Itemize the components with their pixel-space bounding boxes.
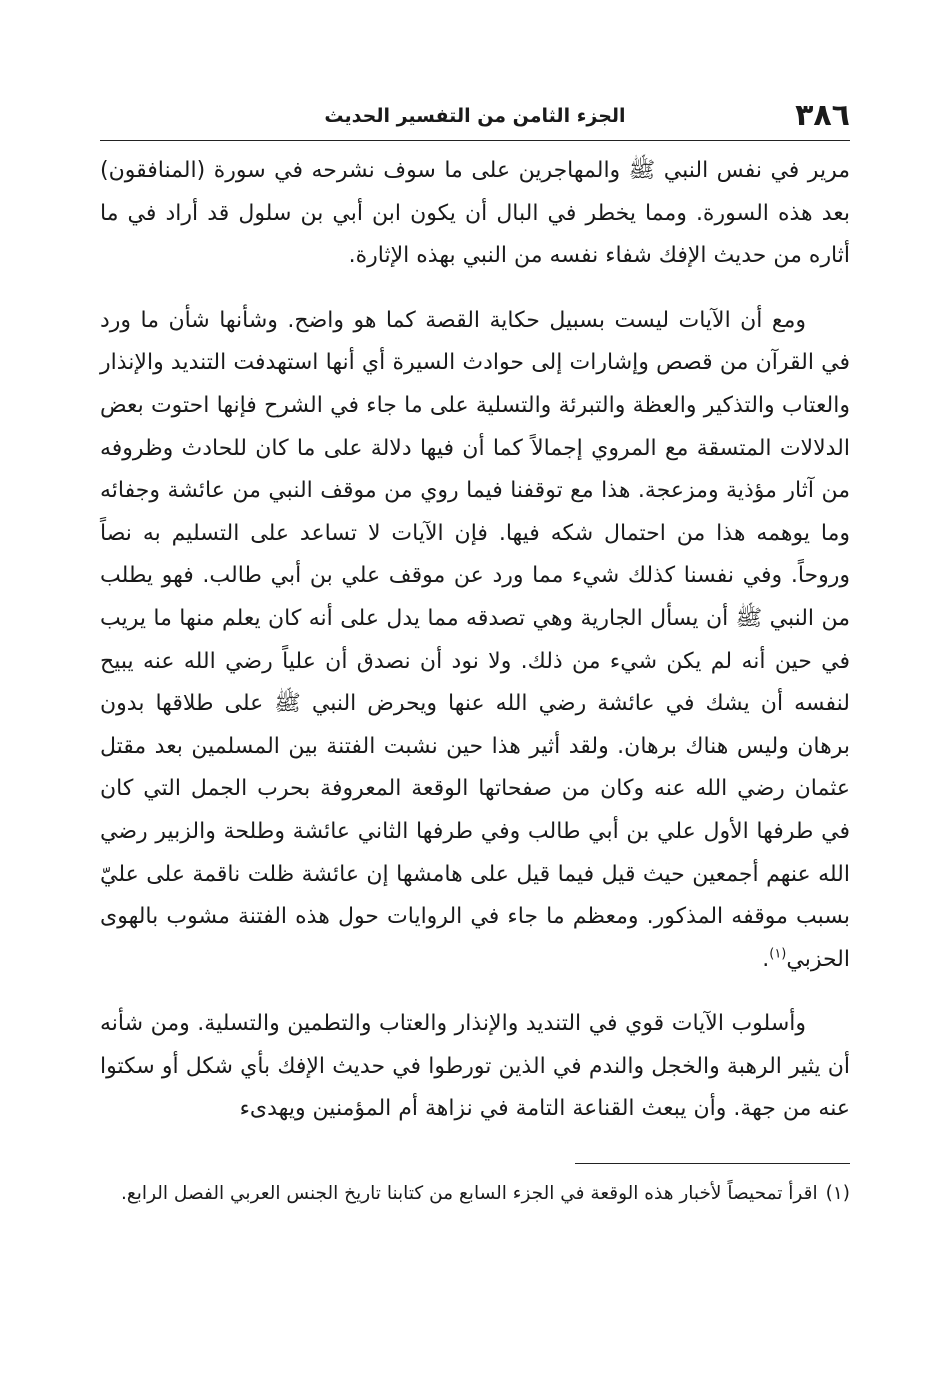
footnote-divider: [575, 1163, 850, 1164]
header-divider: [100, 140, 850, 141]
main-text: [100, 150, 850, 1131]
page-number: ٣٨٦: [795, 98, 850, 133]
paragraph-3: وأسلوب الآيات قوي في التنديد والإنذار والعتاب والتطمين والتسلية. ومن شأنه أن يثير الرهبة والخجل والندم في الذين تورطوا في حديث الإفك بأي شكل أو سكتوا عنه من جهة. وأن يبعث القناعة التامة في نزاهة أم المؤمنين ويهدىء: [100, 1011, 850, 1122]
paragraph-2: [100, 300, 850, 982]
footnote: [100, 1176, 850, 1212]
page-header: [100, 96, 850, 136]
running-title: الجزء الثامن من التفسير الحديث: [324, 105, 626, 127]
footnote-marker: (١): [825, 1183, 850, 1204]
paragraph-spacer: [100, 278, 850, 300]
footnote-reference[interactable]: (١): [769, 946, 787, 962]
footnote-text: اقرأ تمحيصاً لأخبار هذه الوقعة في الجزء السابع من كتابنا تاريخ الجنس العربي الفصل الرابع.: [121, 1183, 818, 1204]
paragraph-spacer: [100, 981, 850, 1003]
paragraph-2-text: ومع أن الآيات ليست بسبيل حكاية القصة كما هو واضح. وشأنها شأن ما ورد في القرآن من قصص وإشارات إلى حوادث السيرة أي أنها استهدفت التنديد والإنذار والعتاب والتذكير والعظة والتبرئة والتسلية على ما جاء في الشرح فإنها احتوت بعض الدلالات المتسقة مع المروي إجمالاً كما أن فيها دلالة على ما كان للحادث وظروفه من آثار مؤذية ومزعجة. هذا مع توقفنا فيما روي من موقف النبي من عائشة وجفائه وما يوهمه هذا من احتمال شكه فيها. فإن الآيات لا تساعد على التسليم به نصاً وروحاً. وفي نفسنا كذلك شيء مما ورد عن موقف علي بن أبي طالب. فهو يطلب من النبي ﷺ أن يسأل الجارية وهي تصدقه مما يدل على أنه كان يعلم منها ما يريب في حين أنه لم يكن شيء من ذلك. ولا نود أن نصدق أن علياً رضي الله عنه يبيح لنفسه أن يشك في عائشة رضي الله عنها ويحرض النبي ﷺ على طلاقها بدون برهان وليس هناك برهان. ولقد أثير هذا حين نشبت الفتنة بين المسلمين بعد مقتل عثمان رضي الله عنه وكان من صفحاتها الوقعة المعروفة بحرب الجمل التي كان في طرفها الأول علي بن أبي طالب وفي طرفها الثاني عائشة وطلحة والزبير رضي الله عنهم أجمعين حيث قيل فيما قيل على هامشها إن عائشة ظلت ناقمة على عليّ بسبب موقفه المذكور. ومعظم ما جاء في الروايات حول هذه الفتنة مشوب بالهوى الحزبي: [100, 307, 850, 972]
paragraph-1: مرير في نفس النبي ﷺ والمهاجرين على ما سوف نشرحه في سورة (المنافقون) بعد هذه السورة. ومما يخطر في البال أن يكون ابن أبي بن سلول قد أراد في ما أثاره من حديث الإفك شفاء نفسه من النبي بهذه الإثارة.: [100, 158, 850, 269]
paragraph-2-end: .: [762, 946, 770, 972]
